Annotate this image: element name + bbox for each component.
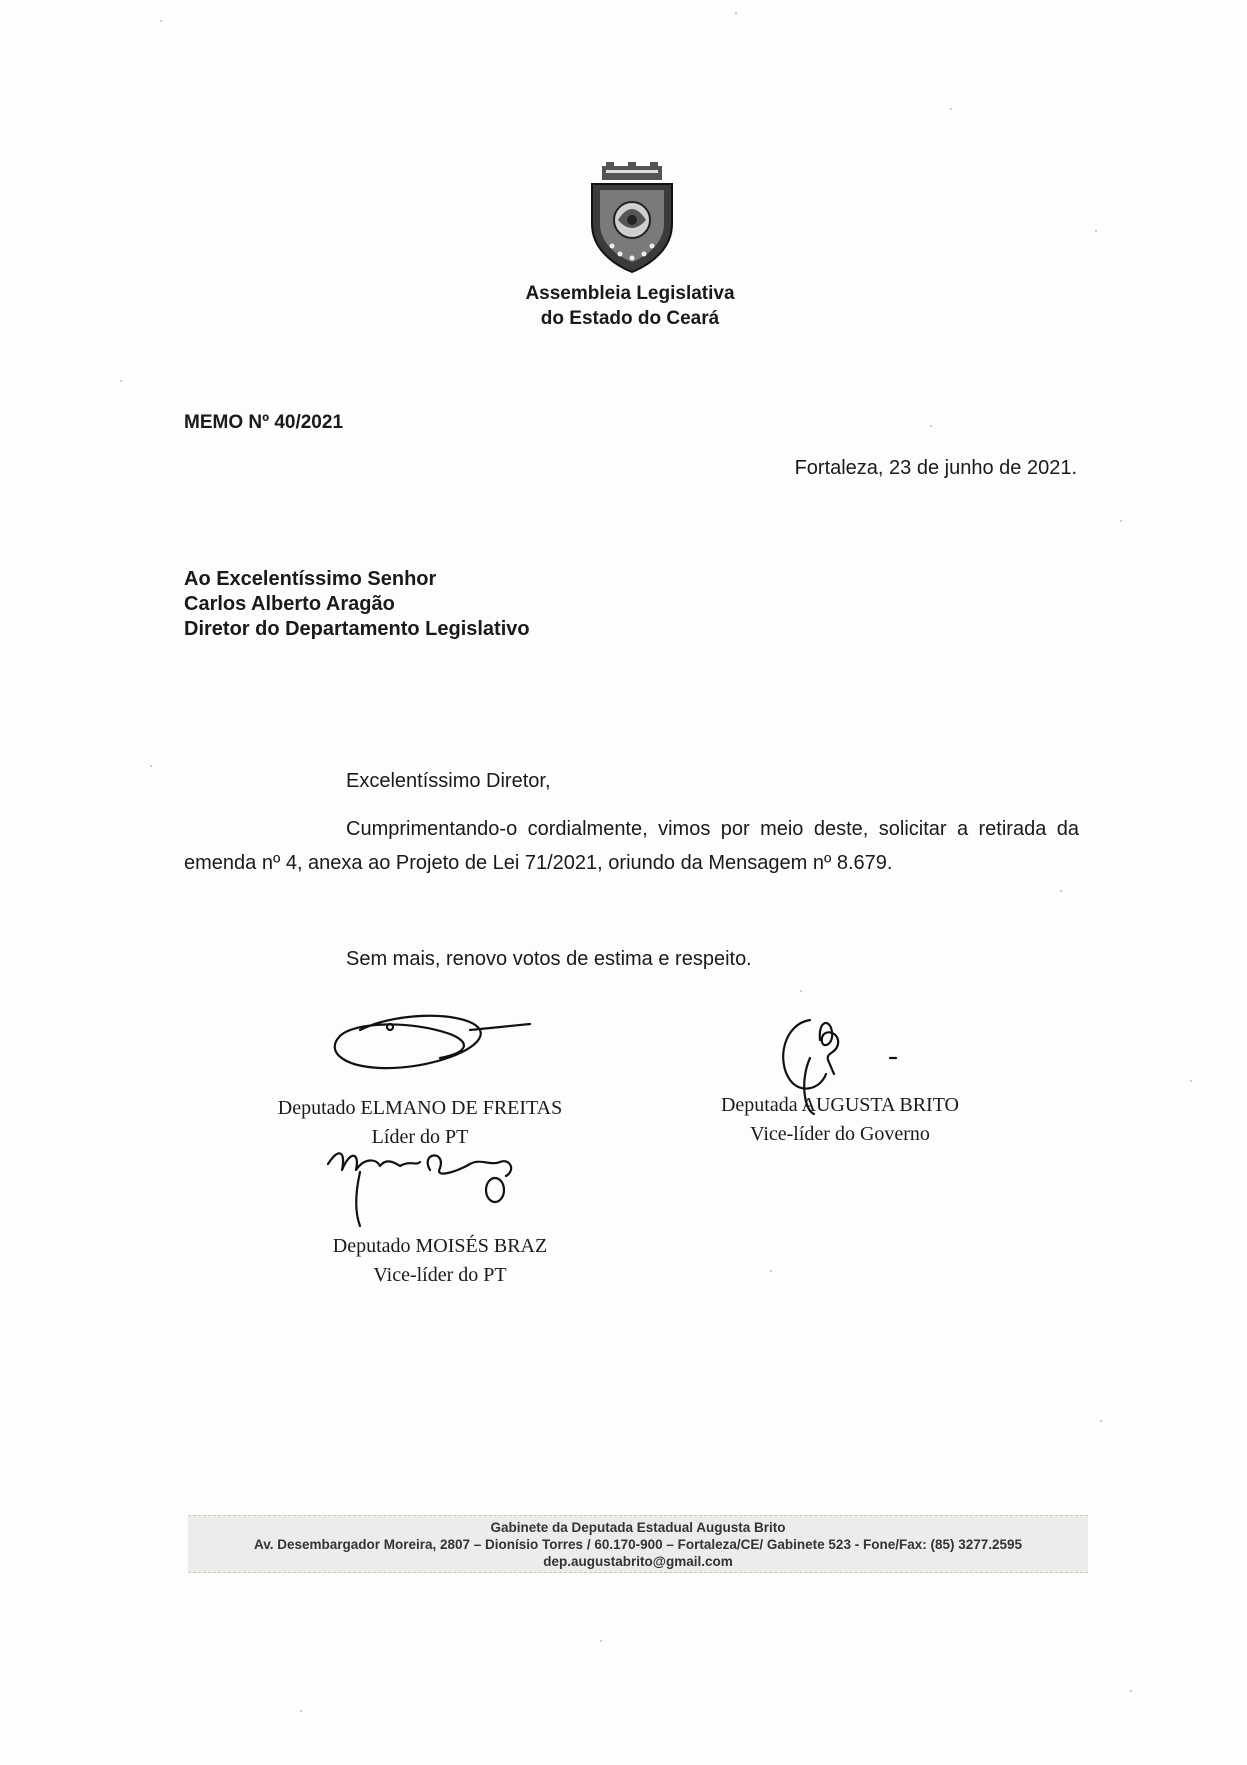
signature-elmano <box>320 1000 540 1090</box>
closing-line: Sem mais, renovo votos de estima e respeito. <box>346 948 752 970</box>
signature-block-elmano <box>240 1094 600 1152</box>
recipient-line1: Ao Excelentíssimo Senhor <box>184 568 437 590</box>
signatory-name: Deputado ELMANO DE FREITAS <box>277 1097 563 1119</box>
signatory-role: Líder do PT <box>371 1126 469 1148</box>
signatory-role: Vice-líder do PT <box>373 1264 507 1286</box>
signature-moises <box>320 1140 540 1230</box>
salutation: Excelentíssimo Diretor, <box>346 770 551 792</box>
signatory-role: Vice-líder do Governo <box>750 1123 930 1145</box>
memo-date: Fortaleza, 23 de junho de 2021. <box>794 457 1077 479</box>
signatory-name: Deputada AUGUSTA BRITO <box>720 1094 960 1116</box>
footer-email: dep.augustabrito@gmail.com <box>543 1554 733 1569</box>
signature-block-moises <box>270 1232 610 1290</box>
signatory-name: Deputado MOISÉS BRAZ <box>332 1235 548 1257</box>
org-name-line2: do Estado do Ceará <box>540 308 720 329</box>
footer-address: Av. Desembargador Moreira, 2807 – Dionísio Torres / 60.170-900 – Fortaleza/CE/ Gabinete 523 - Fone/Fax: (85) 3277.2595 <box>253 1537 1023 1552</box>
org-name-line1: Assembleia Legislativa <box>525 283 735 304</box>
footer-office: Gabinete da Deputada Estadual Augusta Brito <box>490 1520 786 1535</box>
memo-number: MEMO Nº 40/2021 <box>184 412 344 433</box>
recipient-title: Diretor do Departamento Legislativo <box>184 618 530 640</box>
ceara-coat-of-arms-icon <box>586 162 678 274</box>
footer-contact <box>188 1515 1088 1573</box>
recipient-name: Carlos Alberto Aragão <box>184 593 395 615</box>
signature-block-augusta <box>690 1091 990 1149</box>
body-paragraph: Cumprimentando-o cordialmente, vimos por meio deste, solicitar a retirada da emenda nº 4, anexa ao Projeto de Lei 71/2021, oriundo da Mensagem nº 8.679. <box>184 818 1079 874</box>
recipient-block <box>184 567 530 642</box>
